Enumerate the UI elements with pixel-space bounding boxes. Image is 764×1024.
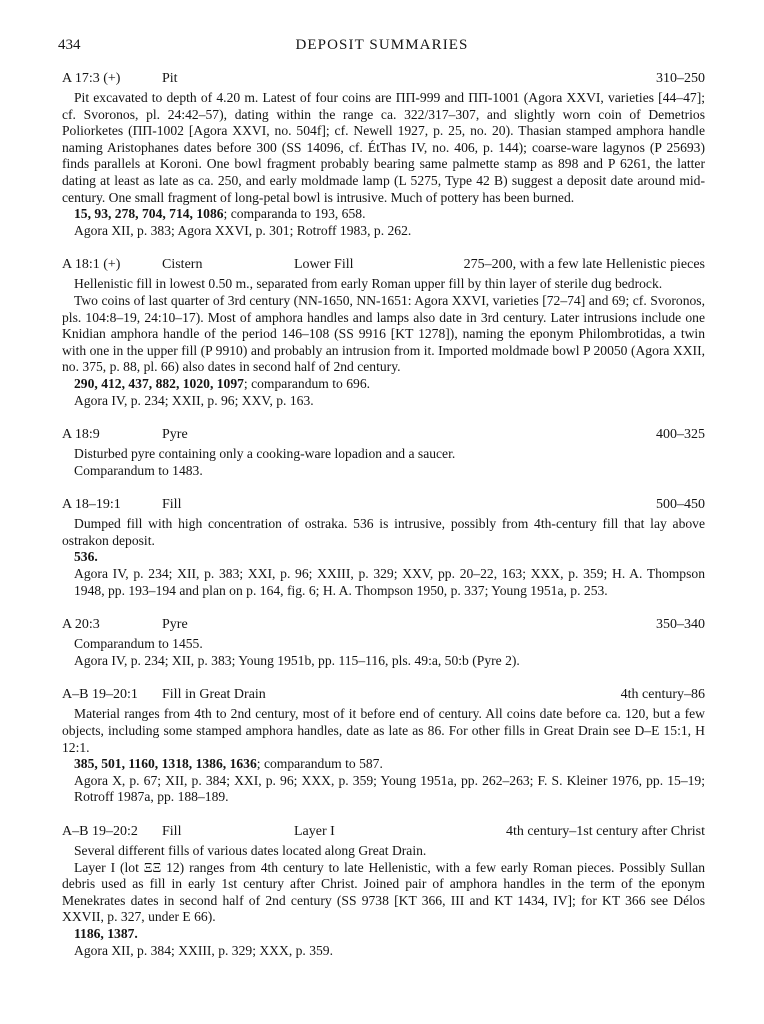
deposit-id: A 18:9 (62, 427, 100, 443)
catalog-line (74, 756, 705, 773)
deposit-date: 4th century–86 (620, 687, 705, 703)
deposit-type: Pit (162, 71, 178, 86)
deposit-id: A 18–19:1 (62, 497, 121, 513)
deposit-type: Pyre (162, 617, 188, 633)
deposit-type: Fill (162, 497, 182, 513)
deposit-summary: Disturbed pyre containing only a cooking-ware lopadion and a saucer. (74, 446, 456, 462)
page-number: 434 (58, 37, 81, 53)
deposit-entry (62, 427, 705, 479)
deposit-type: Fill (162, 824, 182, 839)
bibliography: Agora IV, p. 234; XII, p. 383; XXI, p. 96; XXIII, p. 329; XXV, pp. 20–22, 163; XXX, p. 359; H. A. Thompson 1948, pp. 193–194 and plan on p. 164, fig. 6; H. A. Thompson 1950, p. 337; Young 1951a, p. 253. (74, 566, 705, 598)
deposit-id: A 20:3 (62, 617, 100, 633)
deposit-entry (62, 71, 705, 239)
bibliography: Agora XII, p. 384; XXIII, p. 329; XXX, p. 359. (74, 942, 333, 958)
comparanda: ; comparandum to 696. (243, 375, 371, 391)
deposit-heading (62, 257, 705, 276)
deposit-entry (62, 824, 705, 959)
catalog-line (74, 206, 705, 223)
deposit-heading (62, 71, 705, 90)
catalog-line (74, 926, 705, 943)
deposit-id: A 17:3 (+) (62, 71, 121, 86)
catalog-numbers: 15, 93, 278, 704, 714, 1086 (74, 206, 224, 222)
deposit-summary: Several different fills of various dates located along Great Drain. (74, 843, 427, 858)
deposit-type: Cistern (162, 257, 203, 273)
bibliography: Agora X, p. 67; XII, p. 384; XXI, p. 96; XXX, p. 359; Young 1951a, pp. 262–263; F. S. Kleiner 1976, pp. 15–19; Rotroff 1987a, pp. 188–189. (74, 772, 705, 805)
deposit-summary: Material ranges from 4th to 2nd century, most of it before end of century. All coins date before ca. 120, but a few objects, including some stamped amphora handles, date as late as 86. For other fills in Great Drain see D–E 15:1, H 12:1. (62, 706, 705, 755)
deposit-date: 310–250 (656, 71, 705, 86)
deposit-entry (62, 617, 705, 669)
deposit-summary: Layer I (lot ΞΞ 12) ranges from 4th century to late Hellenistic, with a few early Roman pieces. Possibly Sullan debris used as fill in early 1st century after Christ. Joined pair of amphora handles in the term of the eponym Menekrates dates in second half of 2nd century (SS 9738 [KT 366, III and KT 1434, IV]; for KT 366 see Délos XXVII, p. 327, under E 66). (62, 859, 705, 925)
catalog-numbers: 290, 412, 437, 882, 1020, 1097 (74, 375, 244, 391)
deposit-id: A–B 19–20:1 (62, 687, 138, 703)
deposit-summary: Hellenistic fill in lowest 0.50 m., separated from early Roman upper fill by thin layer of sterile dug bedrock. (74, 276, 663, 292)
running-head (58, 37, 706, 57)
deposit-id: A 18:1 (+) (62, 257, 121, 273)
deposit-entry (62, 687, 705, 806)
catalog-numbers: 536. (74, 549, 98, 565)
deposit-heading (62, 427, 705, 446)
deposit-heading (62, 687, 705, 706)
catalog-numbers: 385, 501, 1160, 1318, 1386, 1636 (74, 756, 257, 772)
deposit-entry (62, 497, 705, 599)
deposit-entry (62, 257, 705, 409)
deposit-list (62, 71, 705, 977)
deposit-subtype: Lower Fill (294, 257, 354, 273)
running-title: DEPOSIT SUMMARIES (295, 37, 469, 53)
deposit-heading (62, 824, 705, 843)
deposit-heading (62, 617, 705, 636)
deposit-date: 4th century–1st century after Christ (505, 824, 705, 839)
comparanda: ; comparanda to 193, 658. (223, 206, 366, 222)
deposit-summary: Dumped fill with high concentration of ostraka. 536 is intrusive, possibly from 4th-century fill that lay above ostrakon deposit. (62, 516, 705, 548)
catalog-line (74, 463, 705, 480)
deposit-summary: Pit excavated to depth of 4.20 m. Latest of four coins are ΠΠ-999 and ΠΠ-1001 (Agora XXVI, varieties [44–47]; cf. Svoronos, pl. 24:42–57), dating within the range ca. 322/317–307, and slightly worn coin of Demetrios Poliorketes (ΠΠ-1002 [Agora XXVI, no. 504f]; cf. Newell 1927, p. 25, no. 20). Thasian stamped amphora handle naming Aristophanes dates before 300 (SS 14096, cf. ÉtThas IV, no. 406, p. 144); coarse-ware lagynos (P 25693) finds parallels at Koroni. One bowl fragment probably bearing same palmette stamp as 898 and P 6261, the latter dating at least as late as ca. 250, and early moldmade lamp (L 5275, Type 42 B) suggest a deposit date around mid-century. One small fragment of long-petal bowl is intrusive. Much of pottery has been burned. (62, 90, 705, 205)
deposit-heading (62, 497, 705, 516)
catalog-line (74, 549, 705, 566)
catalog-line (74, 376, 705, 393)
deposit-type: Fill in Great Drain (162, 687, 266, 703)
deposit-date: 350–340 (656, 617, 705, 633)
bibliography: Agora IV, p. 234; XXII, p. 96; XXV, p. 163. (74, 392, 314, 408)
deposit-summary: Two coins of last quarter of 3rd century (NN-1650, NN-1651: Agora XXVI, varieties [72–74] and 69; cf. Svoronos, pls. 104:8–19, 24:10–17). Most of amphora handles and lamps also date in 3rd century. Later intrusions include one Knidian amphora handle of the period 146–108 (SS 9916 [KT 1278]), naming the eponym Philombrotidas, a twin with one in the upper fill (P 9910) and probably an intrusion from it. Imported moldmade bowl P 20050 (Agora XXII, no. 375, p. 88, pl. 66) also dates in second half of 2nd century. (62, 292, 705, 375)
comparanda: Comparandum to 1483. (74, 462, 203, 478)
bibliography: Agora IV, p. 234; XII, p. 383; Young 1951b, pp. 115–116, pls. 49:a, 50:b (Pyre 2). (74, 652, 520, 668)
catalog-numbers: 1186, 1387. (74, 925, 138, 941)
comparanda: ; comparandum to 587. (256, 756, 383, 772)
bibliography: Agora XII, p. 383; Agora XXVI, p. 301; Rotroff 1983, p. 262. (74, 222, 412, 238)
deposit-id: A–B 19–20:2 (62, 824, 138, 839)
deposit-subtype: Layer I (294, 824, 335, 839)
deposit-date: 500–450 (656, 497, 705, 513)
deposit-date: 275–200, with a few late Hellenistic pieces (463, 257, 705, 273)
catalog-line (74, 636, 705, 653)
deposit-type: Pyre (162, 427, 188, 443)
deposit-date: 400–325 (656, 427, 705, 443)
comparanda: Comparandum to 1455. (74, 636, 203, 652)
